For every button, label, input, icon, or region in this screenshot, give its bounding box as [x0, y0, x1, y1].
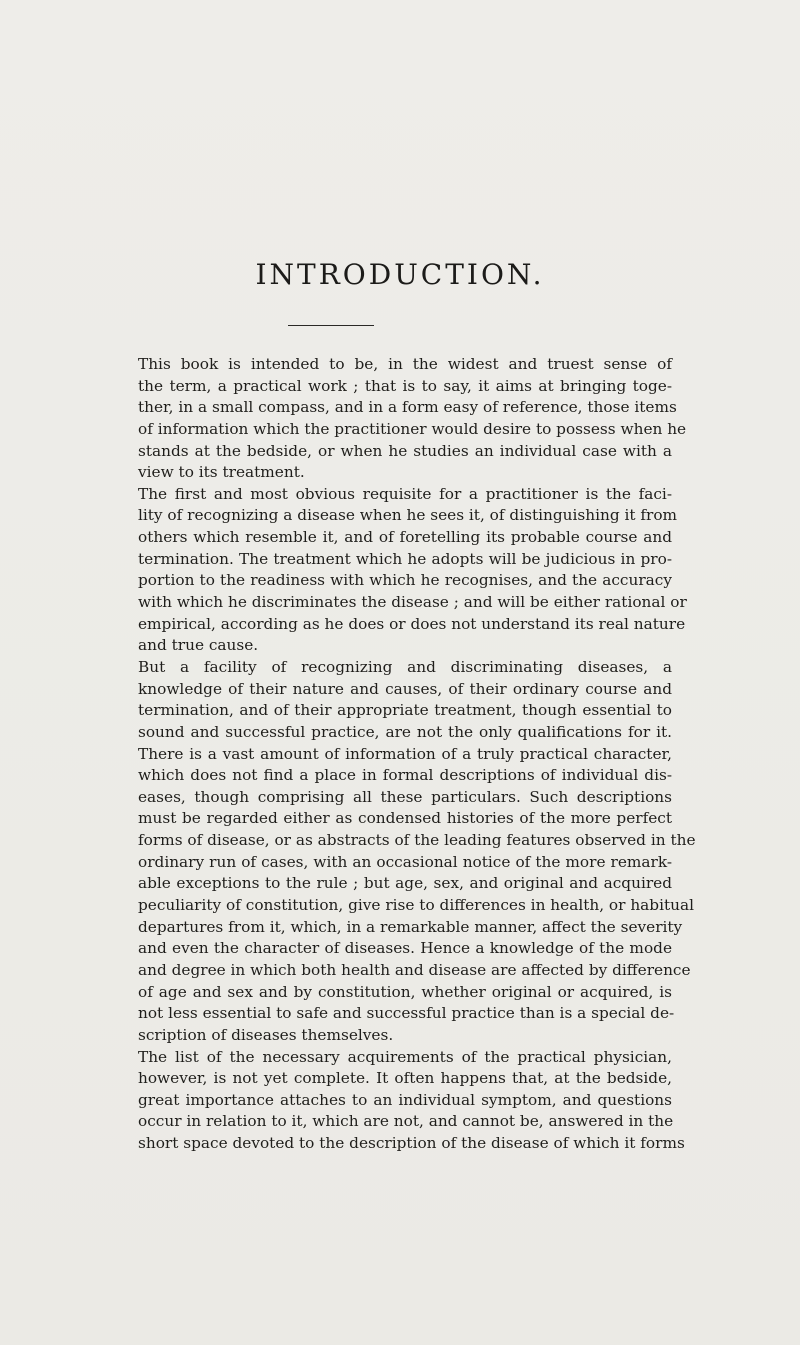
- text-line: empirical, according as he does or does not understand its real nature: [138, 614, 686, 633]
- paragraph: [138, 484, 687, 657]
- text-line: The first and most obvious requisite for a practitioner is the faci-: [138, 484, 672, 503]
- text-line: This book is intended to be, in the widest and truest sense of: [138, 355, 672, 373]
- text-line: of age and sex and by constitution, whether original or acquired, is: [138, 982, 672, 1001]
- text-line: and true cause.: [138, 636, 259, 655]
- text-line: which does not find a place in formal descriptions of individual dis-: [138, 766, 672, 785]
- text-line: short space devoted to the description of the disease of which it forms: [138, 1134, 685, 1153]
- text-line: The list of the necessary acquirements of the practical physician,: [138, 1047, 672, 1066]
- paragraph: [138, 354, 687, 484]
- text-line: others which resemble it, and of foretelling its probable course and: [138, 528, 672, 547]
- text-line: ordinary run of cases, with an occasional notice of the more remark-: [138, 852, 672, 871]
- text-line: sound and successful practice, are not the only qualifications for it.: [138, 722, 672, 741]
- text-line: able exceptions to the rule ; but age, sex, and original and acquired: [138, 874, 672, 893]
- text-line: ther, in a small compass, and in a form easy of reference, those items: [138, 398, 677, 417]
- heading-rule: [288, 325, 374, 326]
- text-line: termination. The treatment which he adopts will be judicious in pro-: [138, 549, 672, 568]
- text-line: portion to the readiness with which he recognises, and the accuracy: [138, 571, 672, 590]
- paragraph: [138, 1047, 685, 1155]
- text-line: not less essential to safe and successful practice than is a special de-: [138, 1004, 675, 1023]
- text-line: lity of recognizing a disease when he sees it, of distinguishing it from: [138, 506, 678, 525]
- text-line: however, is not yet complete. It often happens that, at the bedside,: [138, 1069, 672, 1088]
- text-line: with which he discriminates the disease ; and will be either rational or: [138, 593, 687, 612]
- text-line: of information which the practitioner would desire to possess when he: [138, 419, 687, 438]
- text-line: There is a vast amount of information of a truly practical character,: [138, 744, 672, 763]
- text-line: occur in relation to it, which are not, and cannot be, answered in the: [138, 1112, 674, 1131]
- chapter-heading: INTRODUCTION.: [255, 258, 545, 291]
- text-line: stands at the bedside, or when he studies an individual case with a: [138, 441, 672, 460]
- text-line: and degree in which both health and disease are affected by difference: [138, 960, 691, 979]
- text-line: forms of disease, or as abstracts of the leading features observed in the: [138, 831, 696, 850]
- text-line: termination, and of their appropriate treatment, though essential to: [138, 701, 672, 720]
- text-line: knowledge of their nature and causes, of their ordinary course and: [138, 679, 672, 698]
- body-text: [138, 354, 696, 1155]
- text-line: But a facility of recognizing and discriminating diseases, a: [138, 657, 672, 676]
- paragraph: [138, 657, 696, 1047]
- text-line: must be regarded either as condensed histories of the more perfect: [138, 809, 672, 828]
- text-line: view to its treatment.: [138, 463, 305, 482]
- text-line: scription of diseases themselves.: [138, 1025, 394, 1044]
- text-line: peculiarity of constitution, give rise to differences in health, or habitual: [138, 896, 694, 915]
- text-line: great importance attaches to an individual symptom, and questions: [138, 1090, 672, 1109]
- text-line: eases, though comprising all these particulars. Such descriptions: [138, 787, 672, 806]
- text-line: the term, a practical work ; that is to say, it aims at bringing toge-: [138, 376, 672, 395]
- text-line: and even the character of diseases. Hence a knowledge of the mode: [138, 939, 672, 958]
- text-line: departures from it, which, in a remarkable manner, affect the severity: [138, 917, 683, 936]
